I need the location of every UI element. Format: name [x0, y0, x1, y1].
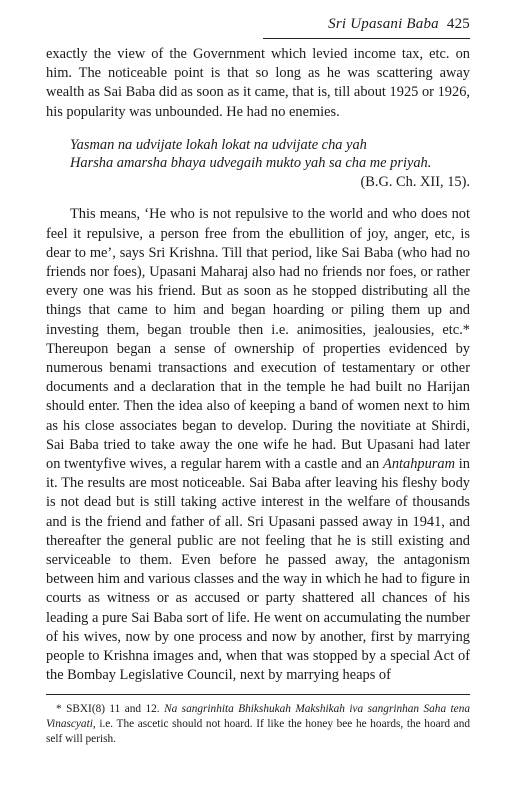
verse-line-1: Yasman na udvijate lokah lokat na udvijate cha yah — [70, 136, 367, 153]
verse-reference: (B.G. Ch. XII, 15). — [360, 173, 470, 190]
body-text — [46, 45, 470, 685]
footnote-part-b: i.e. The ascetic should not hoard. If like the honey bee he hoards, the hoard and self will perish. — [46, 718, 470, 745]
paragraph-2 — [46, 205, 470, 685]
footnote-part-a: * SBXI(8) 11 and 12. — [56, 703, 165, 715]
running-header — [328, 16, 470, 33]
header-rule — [263, 38, 470, 39]
header-title: Sri Upasani Baba — [328, 16, 439, 32]
verse-quote — [70, 136, 470, 192]
footnote-emphasis: Na sangrinhita Bhikshukah Makshikah iva sangrinhan Saha tena Vinascyati, — [46, 703, 470, 730]
footnote — [46, 702, 470, 747]
verse-line-2: Harsha amarsha bhaya udvegaih mukto yah sa cha me priyah. — [70, 155, 432, 172]
paragraph-2-emphasis: Antahpuram — [383, 455, 456, 472]
page-number: 425 — [446, 16, 470, 32]
paragraph-1: exactly the view of the Government which levied income tax, etc. on him. The noticeable point is that so long as he was scattering away wealth as Sai Baba did as soon as it came, that is, till about 1925 or 1926, his popularity was unbounded. He had no enemies. — [46, 46, 470, 120]
paragraph-2-part-b: in it. The results are most noticeable. Sai Baba after leaving his fleshy body is not dead but is still taking active interest in the welfare of thousands and is the friend and father of all. Sri Upasani passed away in 1941, and thereafter the general public are not feeling that he is still existing and serviceable to them. Even before he passed away, the antagonism between him and various classes and the way in which he had to figure in courts as witness or as accused or party shattered all chances of his leading a pure Sai Baba sort of life. He went on accumulating the number of his wives, now by one process and now by another, first by marrying people to Krishna images and, when that was stopped by a special Act of the Bombay Legislative Council, next by marrying heaps of — [46, 455, 471, 684]
paragraph-2-part-a: This means, ‘He who is not repulsive to the world and who does not feel it repulsive, a person free from the ebullition of joy, anger, etc, is dear to me’, says Sri Krishna. Till that period, like Sai Baba (who had no friends nor foes), Upasani Maharaj also had no friends nor foes, or rather every one was his friend. But as soon as he stopped distributing all the things that came to him and began hoarding or piling them up and investing them, began trouble then i.e. animosities, jealousies, etc.* Thereupon began a sense of ownership of properties evidenced by numerous benami transactions and execution of testamentary or other documents and a declaration that in the temple he had built no Harijan should enter. Then the idea also of keeping a band of women next to him as his close associates began to develop. During the novitiate at Shirdi, Sai Baba tried to take away the one wife he had. But Upasani had later on twentyfive wives, a regular harem with a castle and an — [46, 206, 470, 472]
footnote-rule — [46, 694, 470, 695]
